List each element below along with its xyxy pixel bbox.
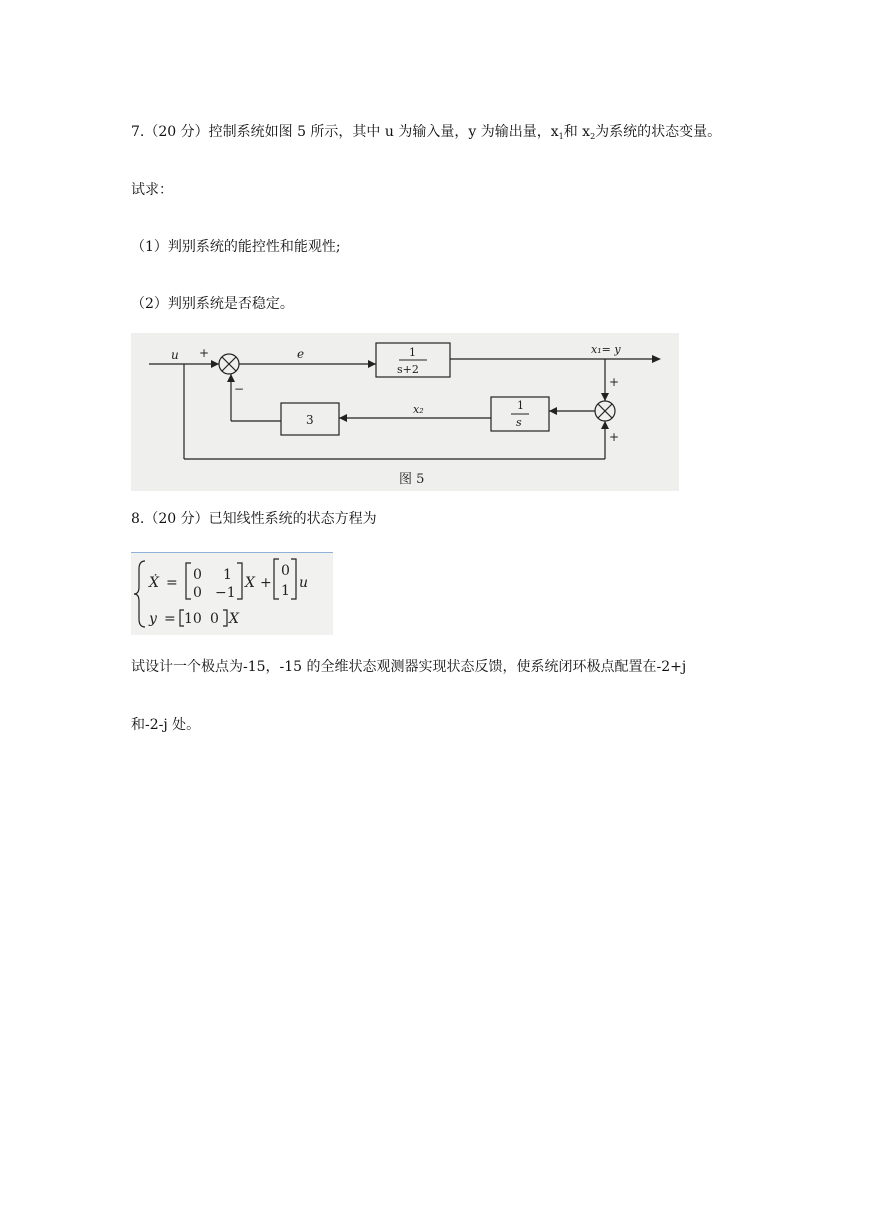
plus-sign-eq: + (260, 575, 272, 591)
block-diagram-figure (131, 333, 679, 491)
matrix-b-left-bracket (274, 559, 279, 599)
state2-label: x₂ (413, 403, 424, 416)
task-line-2: 和-2-j 处。 (131, 717, 201, 733)
part-1: （1）判别系统的能控性和能观性; (131, 239, 341, 255)
y-variable: y (149, 611, 157, 627)
part-2: （2）判别系统是否稳定。 (131, 296, 294, 312)
task-line-1: 试设计一个极点为-15，-15 的全维状态观测器实现状态反馈，使系统闭环极点配置在-2+j (131, 659, 687, 675)
integrator-numerator: 1 (517, 399, 524, 412)
integrator-denominator: s (516, 416, 522, 429)
c2: 0 (210, 611, 219, 627)
matrix-c-right-bracket (223, 610, 227, 626)
plus-sign-1: + (199, 346, 210, 360)
matrix-b-right-bracket (291, 559, 296, 599)
x-variable-2: X (229, 611, 239, 627)
error-label: e (297, 347, 305, 361)
requirement-heading: 试求： (131, 182, 173, 198)
a12: 1 (223, 567, 232, 583)
q7-text-c: 为系统的状态变量。 (595, 124, 722, 140)
plus-sign-2: + (609, 375, 620, 389)
question-8: 8.（20 分）已知线性系统的状态方程为 (131, 511, 377, 527)
a11: 0 (193, 567, 202, 583)
gain-value: 3 (306, 413, 314, 427)
block-diagram (131, 333, 679, 491)
figure-caption: 图 5 (399, 472, 425, 487)
matrix-a-left-bracket (186, 563, 191, 599)
q7-text-a: 7.（20 分）控制系统如图 5 所示，其中 u 为输入量，y 为输出量，x (131, 124, 559, 140)
xdot-symbol: Ẋ (149, 575, 159, 591)
output-label: x₁= y (591, 343, 621, 356)
equals-sign-2: = (164, 611, 176, 627)
b2: 1 (281, 583, 290, 599)
x-variable: X (245, 575, 255, 591)
c1: 10 (184, 611, 202, 627)
forward-numerator: 1 (409, 346, 416, 359)
plus-sign-3: + (609, 430, 620, 444)
q7-sub-2: 2 (590, 132, 596, 141)
forward-denominator: s+2 (397, 363, 419, 376)
matrix-a-right-bracket (237, 563, 242, 599)
state-equation-figure (131, 553, 333, 635)
question-7 (131, 122, 721, 147)
state-equation (131, 552, 333, 635)
u-variable: u (299, 575, 309, 591)
input-label: u (171, 348, 179, 362)
b1: 0 (281, 563, 290, 579)
a21: 0 (193, 585, 202, 601)
equals-sign-1: = (166, 575, 178, 591)
minus-sign-1: − (234, 382, 245, 396)
q7-text-b: 和 x (563, 124, 591, 140)
q7-sub-1: 1 (558, 132, 564, 141)
system-brace (134, 561, 145, 627)
a22: −1 (215, 585, 236, 601)
